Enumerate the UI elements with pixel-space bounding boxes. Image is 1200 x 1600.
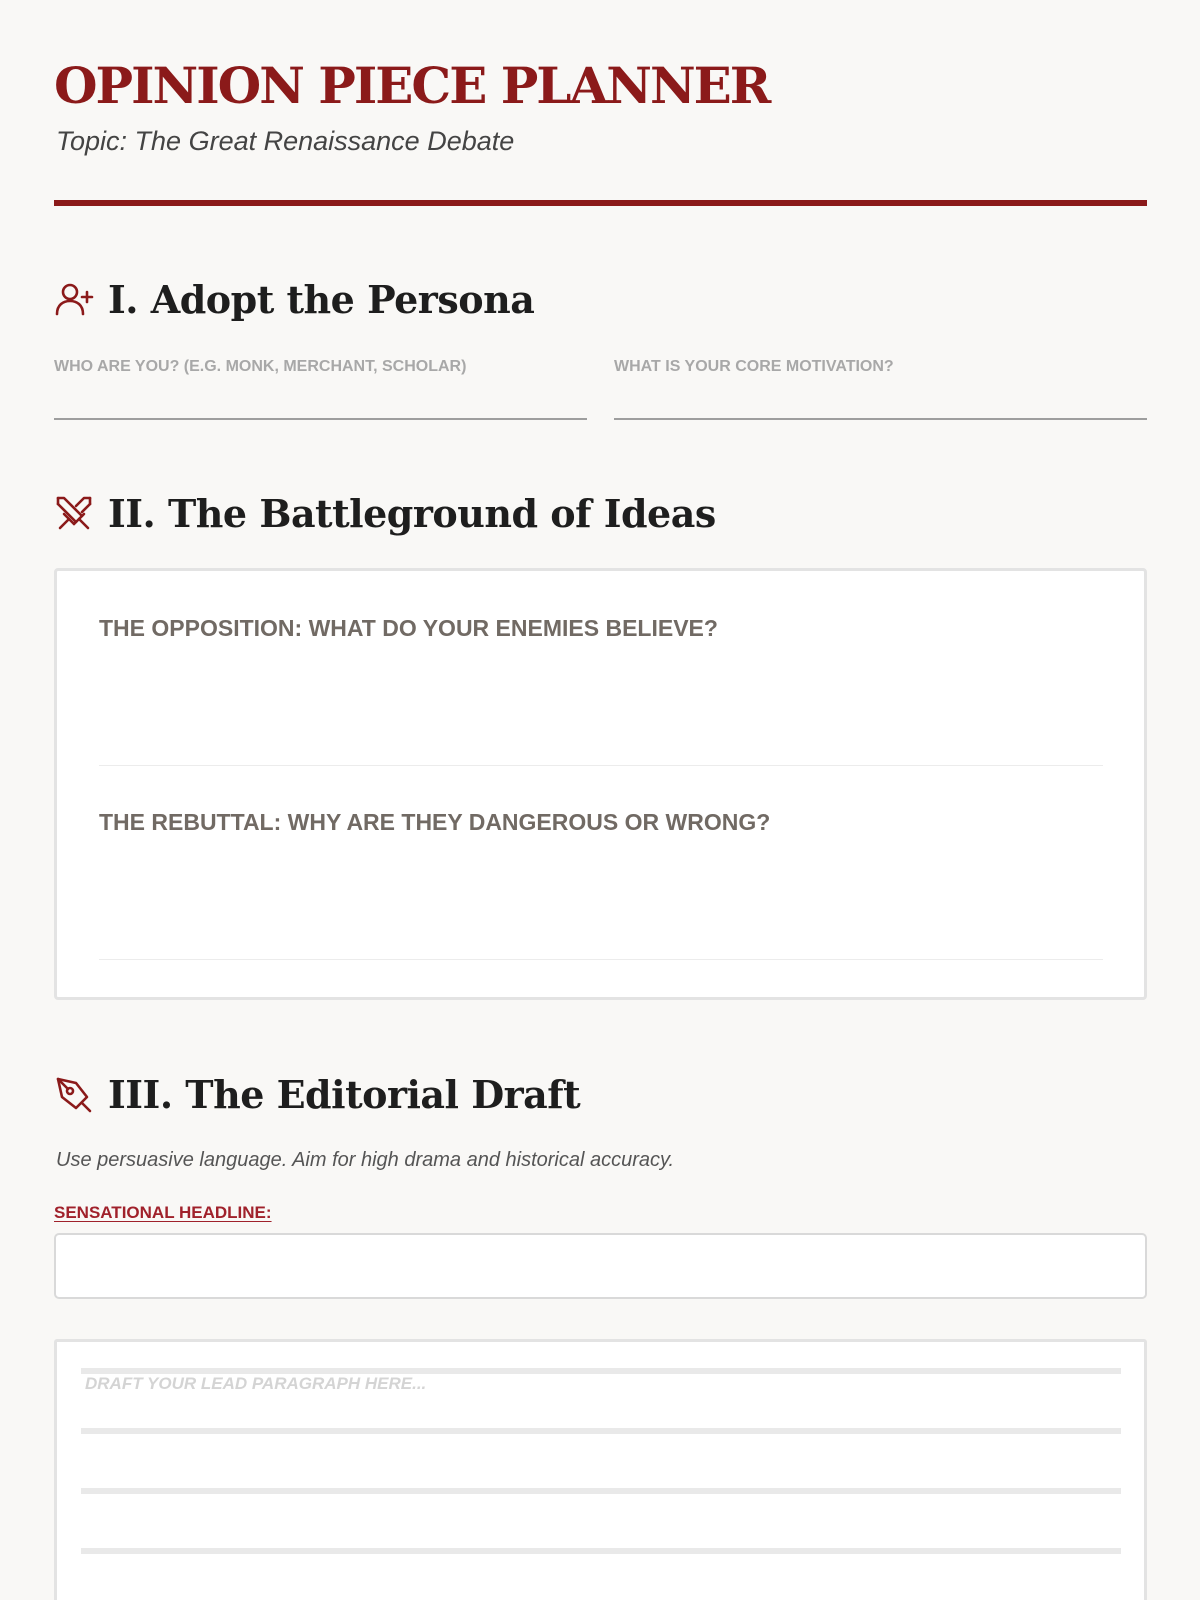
headline-input[interactable]: [54, 1233, 1147, 1299]
draft-placeholder: DRAFT YOUR LEAD PARAGRAPH HERE...: [85, 1374, 427, 1393]
title-divider: [54, 200, 1147, 206]
section-persona-heading: [54, 277, 534, 322]
section-draft-title: III. The Editorial Draft: [108, 1072, 581, 1117]
section-persona-title: I. Adopt the Persona: [108, 277, 535, 322]
page-title: OPINION PIECE PLANNER: [54, 56, 770, 115]
rebuttal-label: THE REBUTTAL: WHY ARE THEY DANGEROUS OR WRONG?: [99, 809, 771, 835]
draft-line: [81, 1488, 1121, 1494]
page-subtitle: Topic: The Great Renaissance Debate: [56, 126, 515, 156]
opposition-label: THE OPPOSITION: WHAT DO YOUR ENEMIES BELIEVE?: [99, 615, 718, 641]
pen-nib-icon: [54, 1075, 94, 1115]
opposition-answer-line[interactable]: [99, 765, 1103, 766]
lead-paragraph-area[interactable]: [54, 1339, 1147, 1600]
draft-line: [81, 1428, 1121, 1434]
section-battleground-heading: [54, 491, 716, 536]
crossed-swords-icon: [54, 494, 94, 534]
draft-line: [81, 1548, 1121, 1554]
draft-hint: Use persuasive language. Aim for high drama and historical accuracy.: [56, 1149, 675, 1171]
user-plus-icon: [54, 280, 94, 320]
persona-motivation-label: WHAT IS YOUR CORE MOTIVATION?: [614, 358, 894, 375]
section-draft-heading: [54, 1072, 580, 1117]
persona-motivation-input[interactable]: [614, 418, 1147, 420]
rebuttal-answer-line[interactable]: [99, 959, 1103, 960]
section-battleground-title: II. The Battleground of Ideas: [108, 491, 716, 536]
persona-who-input[interactable]: [54, 418, 587, 420]
persona-who-label: WHO ARE YOU? (E.G. MONK, MERCHANT, SCHOLAR): [54, 358, 467, 375]
battleground-card: [54, 568, 1147, 1000]
headline-label: SENSATIONAL HEADLINE:: [54, 1203, 272, 1222]
